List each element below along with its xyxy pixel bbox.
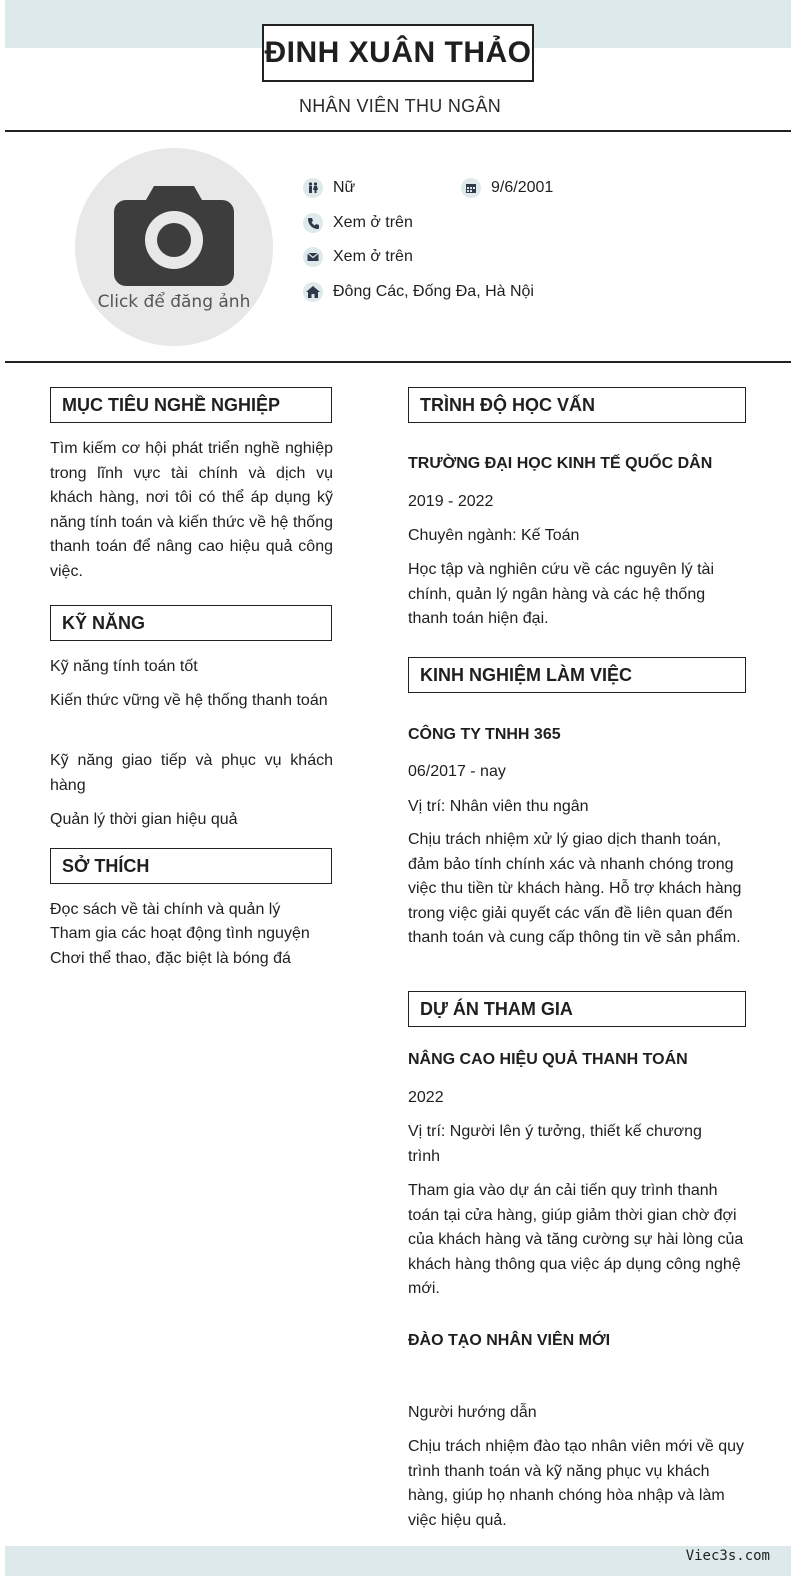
project-role: Người hướng dẫn	[408, 1404, 537, 1421]
skill-item: Quản lý thời gian hiệu quả	[50, 811, 238, 828]
education-school: TRƯỜNG ĐẠI HỌC KINH TẾ QUỐC DÂN	[408, 455, 713, 472]
experience-position: Vị trí: Nhân viên thu ngân	[408, 798, 589, 815]
address-row	[303, 282, 534, 302]
project-title: ĐÀO TẠO NHÂN VIÊN MỚI	[408, 1332, 611, 1349]
experience-heading: KINH NGHIỆM LÀM VIỆC	[408, 657, 746, 693]
home-icon	[303, 282, 323, 302]
education-period: 2019 - 2022	[408, 493, 494, 510]
hobby-item: Chơi thể thao, đặc biệt là bóng đá	[50, 950, 291, 967]
project-period: 2022	[408, 1089, 444, 1106]
watermark: Viec3s.com	[685, 1548, 770, 1564]
objective-text: Tìm kiếm cơ hội phát triển nghề nghiệp trong lĩnh vực tài chính và dịch vụ khách hàng, nơi tôi có thể áp dụng kỹ năng tính toán và kiến thức về hệ thống thanh toán để nâng cao hiệu quả công việc.	[50, 440, 333, 580]
skill-item: Kỹ năng tính toán tốt	[50, 658, 198, 675]
phone-row	[303, 213, 413, 233]
experience-period: 06/2017 - nay	[408, 763, 506, 780]
hobbies-heading: SỞ THÍCH	[50, 848, 332, 884]
project-description: Tham gia vào dự án cải tiến quy trình thanh toán tại cửa hàng, giúp giảm thời gian chờ đợi của khách hàng và tăng cường sự hài lòng của khách hàng thông qua việc áp dụng công nghệ mới.	[408, 1182, 744, 1298]
project-description: Chịu trách nhiệm đào tạo nhân viên mới về quy trình thanh toán và kỹ năng phục vụ khách hàng, giúp họ nhanh chóng hòa nhập và làm việc hiệu quả.	[408, 1438, 745, 1529]
dob-value: 9/6/2001	[491, 179, 554, 196]
project-title: NÂNG CAO HIỆU QUẢ THANH TOÁN	[408, 1051, 688, 1068]
skills-heading: KỸ NĂNG	[50, 605, 332, 641]
camera-icon	[114, 182, 234, 286]
skill-item: Kiến thức vững về hệ thống thanh toán	[50, 692, 328, 709]
calendar-icon	[461, 178, 481, 198]
candidate-name: ĐINH XUÂN THẢO	[262, 24, 534, 82]
phone-icon	[303, 213, 323, 233]
gender-value: Nữ	[333, 179, 356, 196]
header-divider	[5, 130, 791, 132]
profile-divider	[5, 361, 791, 363]
objective-heading: MỤC TIÊU NGHỀ NGHIỆP	[50, 387, 332, 423]
avatar-caption: Click để đăng ảnh	[97, 292, 251, 312]
address-value: Đông Các, Đống Đa, Hà Nội	[333, 283, 534, 300]
projects-heading: DỰ ÁN THAM GIA	[408, 991, 746, 1027]
gender-icon	[303, 178, 323, 198]
experience-company: CÔNG TY TNHH 365	[408, 726, 561, 743]
email-row	[303, 247, 413, 267]
gender-row	[303, 178, 355, 198]
education-description: Học tập và nghiên cứu về các nguyên lý tài chính, quản lý ngân hàng và các hệ thống thanh toán hiện đại.	[408, 561, 714, 628]
job-title: NHÂN VIÊN THU NGÂN	[298, 96, 502, 116]
envelope-icon	[303, 247, 323, 267]
education-major: Chuyên ngành: Kế Toán	[408, 527, 580, 544]
hobby-item: Đọc sách về tài chính và quản lý	[50, 901, 281, 918]
avatar-upload[interactable]	[75, 148, 273, 346]
project-role: Vị trí: Người lên ý tưởng, thiết kế chương trình	[408, 1123, 702, 1165]
dob-row	[461, 178, 553, 198]
education-heading: TRÌNH ĐỘ HỌC VẤN	[408, 387, 746, 423]
email-value: Xem ở trên	[333, 248, 413, 265]
hobby-item: Tham gia các hoạt động tình nguyện	[50, 925, 310, 942]
skill-item: Kỹ năng giao tiếp và phục vụ khách hàng	[50, 752, 333, 794]
phone-value: Xem ở trên	[333, 214, 413, 231]
footer-band	[5, 1546, 791, 1576]
experience-description: Chịu trách nhiệm xử lý giao dịch thanh toán, đảm bảo tính chính xác và nhanh chóng trong việc thu tiền từ khách hàng. Hỗ trợ khách hàng trong việc giải quyết các vấn đề liên quan đến thanh toán và cung cấp thông tin về sản phẩm.	[408, 831, 742, 947]
